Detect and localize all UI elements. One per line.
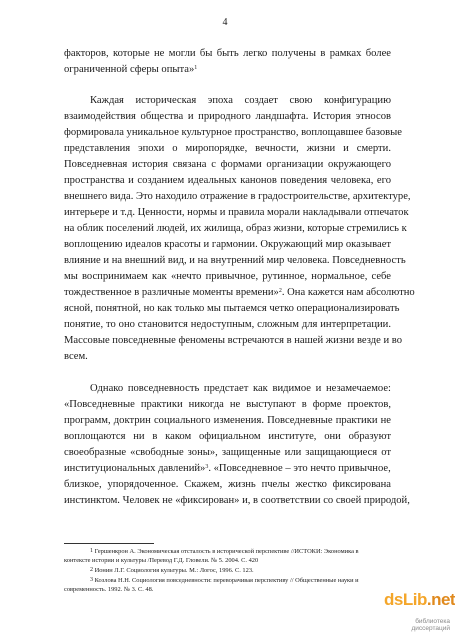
footnote: $^3$ Козлова Н.Н. Социология повседневности: переворачивая перспективу // Общественные науки и — [90, 577, 359, 584]
body-line: ясной, понятной, но как только мы пытаемся четко операционализировать — [64, 303, 400, 314]
body-line: программ, доктрин социального изменения. Повседневные практики не — [64, 415, 391, 426]
watermark-subtitle: библиотека диссертаций — [411, 618, 450, 632]
footnote-ref: 3 — [205, 464, 209, 470]
body-line: ограниченной сферы опыта»$^1$ — [64, 64, 198, 75]
body-line: институциональных давлений»$^3$. «Повседневное – это нечто привычное, — [64, 463, 391, 474]
body-line: интерьере и т.д. Ценности, нормы и правила морали накладывали отпечаток — [64, 207, 409, 218]
body-line: воплощению идеалов красоты и гармонии. Окружающий мир оказывает — [64, 239, 392, 250]
paragraph-first-line: Каждая историческая эпоха создает свою конфигурацию — [90, 95, 391, 106]
body-line: факторов, которые не могли бы быть легко получены в рамках более — [64, 48, 391, 59]
footnote-ref: 2 — [278, 288, 282, 294]
body-line: представления эпохи о миропорядке, вечности, жизни и смерти. — [64, 143, 391, 154]
footnote-separator — [64, 543, 154, 544]
body-line: всем. — [64, 351, 88, 362]
footnote: $^1$ Гершенкрон А. Экономическая отсталость в исторической перспективе //ИСТОКИ: Экономика в — [90, 548, 359, 555]
body-line: формировала уникальное культурное пространство, воплощавшее базовые — [64, 127, 403, 138]
body-line: воплощаются ни в каком официальном институте, они образуют — [64, 431, 391, 442]
paragraph-first-line: Однако повседневность предстает как видимое и незамечаемое: — [90, 383, 391, 394]
body-line: своеобразные «свободные зоны», защищенные или защищающиеся от — [64, 447, 391, 458]
watermark-title: dsLib.net — [384, 590, 455, 609]
page-number: 4 — [222, 17, 228, 28]
footnote: $^2$ Ионин Л.Г. Социология культуры. М.: Логос, 1996. С. 123. — [90, 567, 254, 574]
body-line: понятие, то оно становится недоступным, сложным для интерпретации. — [64, 319, 391, 330]
footnote-continuation: контексте истории и культуры /Перевод Г.Д. Гловели. № 5. 2004. С. 420 — [64, 557, 259, 564]
body-line: внешнего вида. Это находило отражение в градостроительстве, архитектуре, — [64, 191, 411, 202]
body-line: взаимодействия общества и природного ландшафта. История этносов — [64, 111, 391, 122]
body-line: Повседневная история связана с формами организации окружающего — [64, 159, 391, 170]
watermark-logo — [376, 586, 455, 637]
body-line: тождественное в различные моменты времени»$^2$. Она кажется нам абсолютно — [64, 287, 415, 298]
footnote-ref: 1 — [194, 65, 198, 71]
body-line: Массовые повседневные феномены встречаются в нашей жизни везде и во — [64, 335, 402, 346]
body-line: влияние и на внешний вид, и на внутренний мир человека. Повседневность — [64, 255, 406, 266]
body-line: мы воспринимаем как «нечто привычное, рутинное, нормальное, себе — [64, 271, 391, 282]
body-line: пространства и созданием идеальных канонов поведения человека, его — [64, 175, 391, 186]
footnote-continuation: современность. 1992. № 3. С. 48. — [64, 586, 154, 593]
body-line: близкое, упорядоченное. Скажем, жизнь пчелы жестко фиксирована — [64, 479, 391, 490]
body-line: инстинктом. Человек не «фиксирован» и, в соответствии со своей природой, — [64, 495, 410, 506]
body-line: «Повседневные практики никогда не выступают в форме проектов, — [64, 399, 391, 410]
body-line: на облик поселений людей, их жилища, образ жизни, которые стремились к — [64, 223, 407, 234]
